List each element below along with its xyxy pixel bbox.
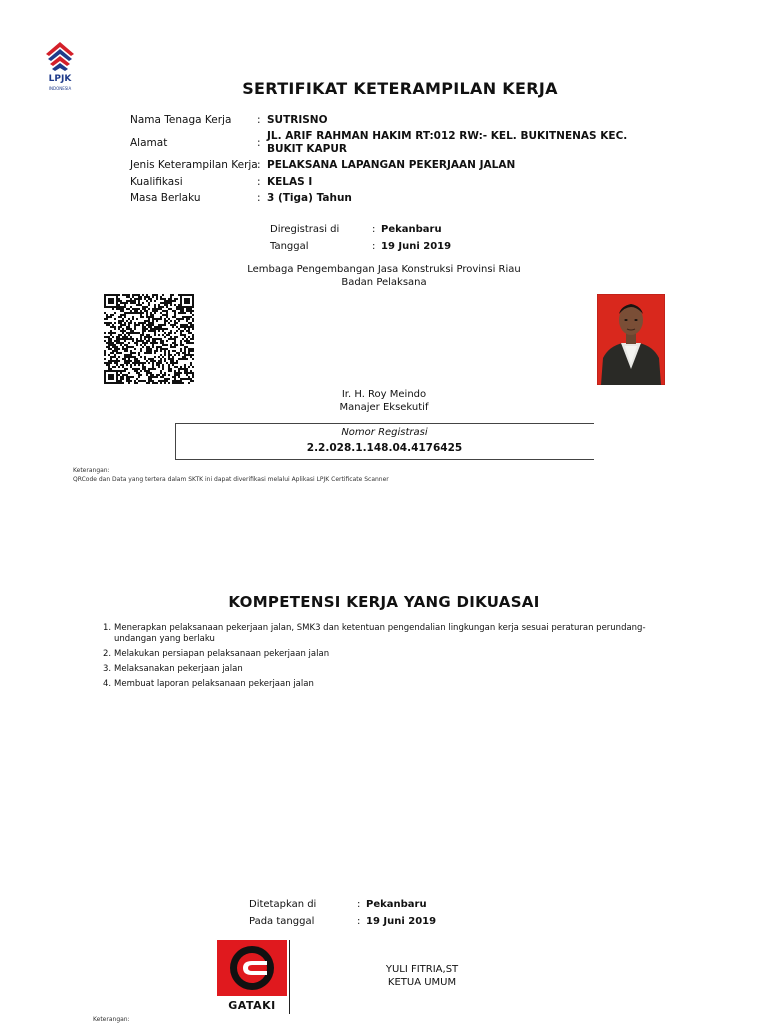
institution-body: Badan Pelaksana — [341, 277, 427, 288]
institution-name: Lembaga Pengembangan Jasa Konstruksi Provinsi Riau — [247, 264, 521, 275]
registration-number-value: 2.2.028.1.148.04.4176425 — [306, 442, 463, 454]
established-date-value: 19 Juni 2019 — [366, 916, 437, 927]
signatory-position: Manajer Eksekutif — [339, 402, 429, 413]
colon: : — [357, 899, 361, 910]
list-item — [103, 679, 663, 690]
name-value: SUTRISNO — [267, 114, 328, 126]
certificate-title: SERTIFIKAT KETERAMPILAN KERJA — [242, 79, 558, 98]
note-text: QRCode dan Data yang tertera dalam SKTK ini dapat diverifikasi melalui Aplikasi LPJK Certificate Scanner — [73, 476, 389, 483]
list-item-number: 4. — [103, 678, 112, 689]
note-label: Keterangan: — [73, 467, 110, 474]
portrait-photo — [597, 294, 665, 385]
list-item-number: 2. — [103, 648, 112, 659]
list-item-text: Melaksanakan pekerjaan jalan — [114, 663, 243, 674]
chair-position: KETUA UMUM — [387, 977, 457, 988]
lpjk-logo-subtext: INDONESIA — [48, 86, 72, 91]
divider — [289, 940, 290, 1014]
validity-label: Masa Berlaku — [130, 192, 201, 204]
established-date-label: Pada tanggal — [249, 916, 315, 927]
list-item — [103, 649, 663, 660]
gataki-logo-text: GATAKI — [228, 999, 276, 1012]
colon: : — [357, 916, 361, 927]
colon: : — [372, 224, 376, 235]
colon: : — [257, 159, 261, 171]
list-item-text: Melakukan persiapan pelaksanaan pekerjaan jalan — [114, 648, 330, 659]
footer-note-label: Keterangan: — [93, 1016, 130, 1023]
competence-title: KOMPETENSI KERJA YANG DIKUASAI — [228, 593, 540, 611]
qualification-value: KELAS I — [267, 176, 313, 188]
skill-type-label: Jenis Keterampilan Kerja — [130, 159, 258, 171]
chair-name: YULI FITRIA,ST — [385, 964, 459, 975]
name-label: Nama Tenaga Kerja — [130, 114, 232, 126]
lpjk-logo-text: LPJK — [48, 74, 72, 84]
list-item-text — [114, 623, 646, 644]
list-item-line: undangan yang berlaku — [114, 633, 215, 644]
list-item-number: 1. — [103, 623, 112, 633]
qr-code-icon — [104, 294, 194, 384]
address-value-line1: JL. ARIF RAHMAN HAKIM RT:012 RW:- KEL. BUKITNENAS KEC. — [267, 130, 628, 142]
registered-at-value: Pekanbaru — [381, 224, 442, 235]
competence-list — [103, 623, 663, 694]
registered-date-label: Tanggal — [270, 241, 309, 252]
list-item-number: 3. — [103, 663, 112, 674]
address-label: Alamat — [130, 137, 168, 149]
skill-type-value: PELAKSANA LAPANGAN PEKERJAAN JALAN — [267, 159, 516, 171]
registered-at-label: Diregistrasi di — [270, 224, 340, 235]
address-value-line2: BUKIT KAPUR — [267, 143, 347, 155]
registration-number-label: Nomor Registrasi — [341, 427, 428, 438]
registered-date-value: 19 Juni 2019 — [381, 241, 452, 252]
colon: : — [257, 114, 261, 126]
qualification-label: Kualifikasi — [130, 176, 183, 188]
list-item-text: Membuat laporan pelaksanaan pekerjaan jalan — [114, 678, 314, 689]
list-item-line: Menerapkan pelaksanaan pekerjaan jalan, SMK3 dan ketentuan pengendalian lingkungan kerja sesuai peraturan perundang- — [114, 623, 646, 633]
colon: : — [257, 137, 261, 149]
colon: : — [372, 241, 376, 252]
list-item — [103, 664, 663, 675]
colon: : — [257, 176, 261, 188]
established-at-label: Ditetapkan di — [249, 899, 317, 910]
established-at-value: Pekanbaru — [366, 899, 427, 910]
signatory-name: Ir. H. Roy Meindo — [341, 389, 427, 400]
validity-value: 3 (Tiga) Tahun — [267, 192, 352, 204]
list-item — [103, 623, 663, 644]
colon: : — [257, 192, 261, 204]
